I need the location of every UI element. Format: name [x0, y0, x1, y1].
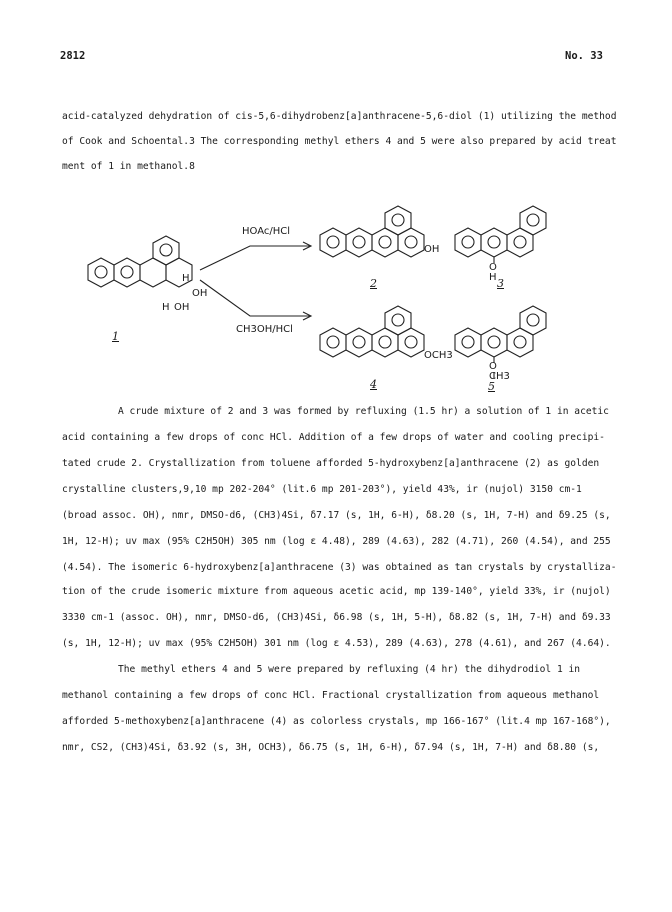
compound-1-structure: [88, 236, 192, 287]
reagent-ch3oh-hcl: CH3OH/HCl: [236, 324, 293, 335]
compound-label-4: 4: [370, 378, 377, 391]
c3-h: H: [489, 272, 497, 283]
compound-5-structure: [455, 306, 546, 378]
c3-o: O: [489, 262, 497, 273]
c5-ch3: CH3: [489, 371, 510, 382]
c1-h-bottom: H: [162, 302, 170, 313]
body-line-7: (4.54). The isomeric 6-hydroxybenz[a]anthracene (3) was obtained as tan crystals by crystalliza-: [62, 562, 617, 573]
body-line-11: The methyl ethers 4 and 5 were prepared by refluxing (4 hr) the dihydrodiol 1 in: [118, 664, 581, 675]
c1-oh-top: OH: [192, 288, 208, 299]
body-line-13: afforded 5-methoxybenz[a]anthracene (4) as colorless crystals, mp 166-167° (lit.4 mp 167-168°),: [62, 716, 611, 727]
compound-label-5: 5: [488, 380, 495, 393]
intro-line-2: of Cook and Schoental.3 The corresponding methyl ethers 4 and 5 were also prepared by acid treat: [62, 136, 617, 147]
page-number: 2812: [60, 50, 86, 62]
compound-3-structure: [455, 206, 546, 263]
body-line-3: tated crude 2. Crystallization from toluene afforded 5-hydroxybenz[a]anthracene (2) as golden: [62, 458, 600, 469]
intro-line-3: ment of 1 in methanol.8: [62, 161, 195, 172]
body-line-6: 1H, 12-H); uv max (95% C2H5OH) 305 nm (log ε 4.48), 289 (4.63), 282 (4.71), 260 (4.54), and 255: [62, 536, 611, 547]
intro-line-1: acid-catalyzed dehydration of cis-5,6-dihydrobenz[a]anthracene-5,6-diol (1) utilizing the method: [62, 111, 617, 122]
arrow-bottom: [200, 280, 310, 316]
c2-oh: OH: [424, 244, 440, 255]
compound-label-3: 3: [497, 277, 504, 290]
body-line-14: nmr, CS2, (CH3)4Si, δ3.92 (s, 3H, OCH3), δ6.75 (s, 1H, 6-H), δ7.94 (s, 1H, 7-H) and δ8.80 (s,: [62, 742, 600, 753]
body-line-5: (broad assoc. OH), nmr, DMSO-d6, (CH3)4Si, δ7.17 (s, 1H, 6-H), δ8.20 (s, 1H, 7-H) and δ9.25 (s,: [62, 510, 611, 521]
body-line-9: 3330 cm-1 (assoc. OH), nmr, DMSO-d6, (CH3)4Si, δ6.98 (s, 1H, 5-H), δ8.82 (s, 1H, 7-H) and δ9.33: [62, 612, 611, 623]
reagent-hoac-hcl: HOAc/HCl: [242, 226, 291, 237]
body-line-12: methanol containing a few drops of conc HCl. Fractional crystallization from aqueous methanol: [62, 690, 600, 701]
body-line-2: acid containing a few drops of conc HCl. Addition of a few drops of water and cooling precipi-: [62, 432, 605, 443]
c1-h-top: H: [182, 273, 190, 284]
journal-issue: No. 33: [565, 50, 603, 62]
body-line-1: A crude mixture of 2 and 3 was formed by refluxing (1.5 hr) a solution of 1 in acetic: [118, 406, 609, 417]
arrow-top: [200, 246, 310, 270]
body-line-8: tion of the crude isomeric mixture from aqueous acetic acid, mp 139-140°, yield 33%, ir (nujol): [62, 586, 611, 597]
c4-och3: OCH3: [424, 350, 453, 361]
compound-2-structure: [320, 206, 424, 257]
compound-label-1: 1: [112, 330, 119, 343]
body-line-10: (s, 1H, 12-H); uv max (95% C2H5OH) 301 nm (log ε 4.53), 289 (4.63), 278 (4.61), and 267 (4.64).: [62, 638, 611, 649]
c5-o: O: [489, 361, 497, 372]
body-line-4: crystalline clusters,9,10 mp 202-204° (lit.6 mp 201-203°), yield 43%, ir (nujol) 3150 cm-1: [62, 484, 582, 495]
c1-oh-bottom: OH: [174, 302, 190, 313]
compound-4-structure: [320, 306, 424, 357]
compound-label-2: 2: [370, 277, 377, 290]
